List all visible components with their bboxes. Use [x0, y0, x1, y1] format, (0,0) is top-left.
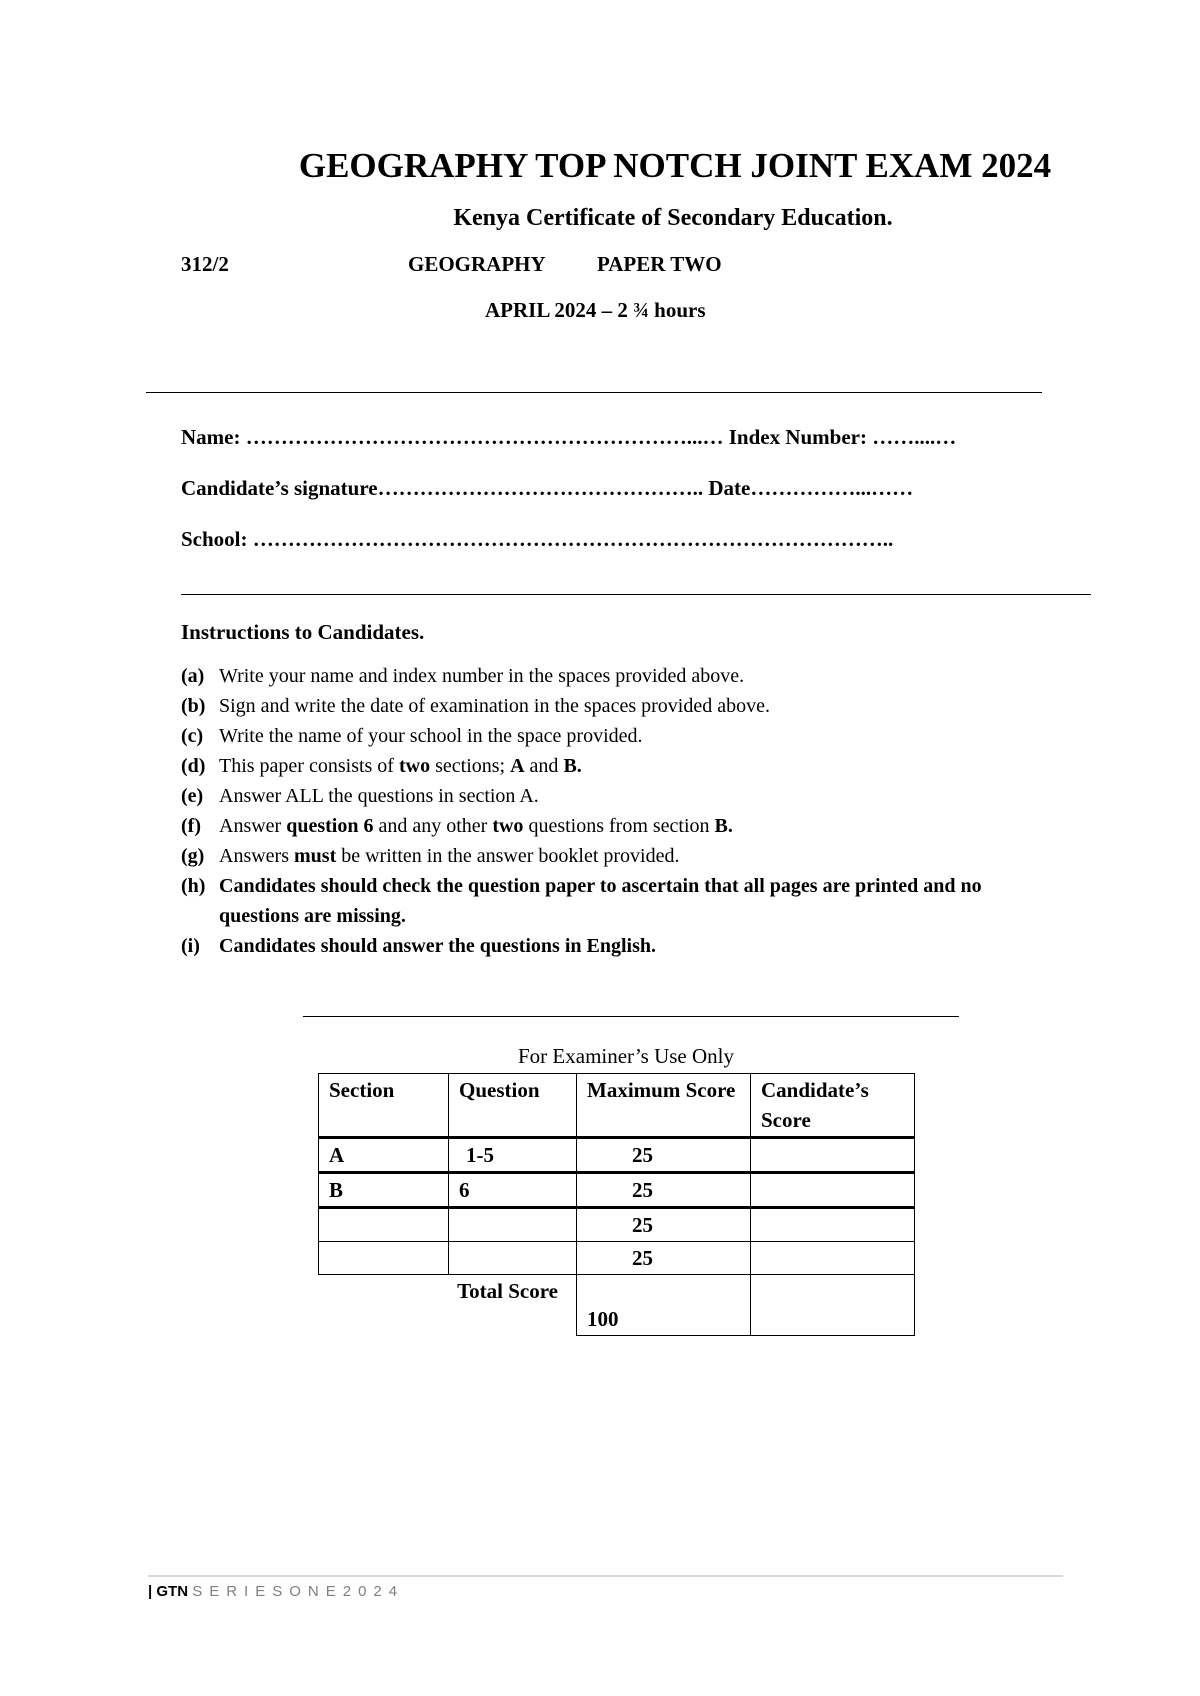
school-label: School: ………………………………………………………………………………..: [181, 527, 894, 551]
row-4-section: [319, 1242, 449, 1275]
row-a-section: A: [319, 1138, 449, 1173]
instruction-label: (i): [181, 935, 200, 957]
instruction-item: [181, 751, 999, 781]
instruction-label: (d): [181, 755, 206, 777]
instruction-text-part: B.: [563, 755, 582, 777]
row-3-question: [449, 1208, 577, 1242]
top-divider: [146, 392, 1042, 393]
instruction-item: [181, 931, 999, 961]
instruction-text-part: Candidates should check the question paper to ascertain that all pages are printed and no questions are missing.: [219, 875, 982, 927]
instruction-text: [219, 841, 999, 871]
instruction-text-part: Answers: [219, 845, 294, 867]
instruction-text-part: sections;: [430, 755, 511, 777]
footer-bar: |: [148, 1583, 153, 1600]
middle-divider: [181, 594, 1091, 595]
total-score-value: 100: [577, 1275, 751, 1336]
paper-code: 312/2: [181, 252, 229, 276]
instruction-text: [219, 811, 999, 841]
header-candidate-score: Candidate’s Score: [751, 1074, 915, 1138]
instruction-text: [219, 661, 999, 691]
table-row: [319, 1208, 915, 1242]
instruction-text-part: questions from section: [523, 815, 715, 837]
table-row: [319, 1173, 915, 1208]
row-a-question: 1-5: [449, 1138, 577, 1173]
instruction-text-part: Sign and write the date of examination in the spaces provided above.: [219, 695, 770, 717]
table-row: [319, 1138, 915, 1173]
row-3-max: 25: [577, 1208, 751, 1242]
instruction-text-part: Answer: [219, 815, 287, 837]
header-section: Section: [319, 1074, 449, 1138]
instruction-text-part: B.: [714, 815, 733, 837]
name-field[interactable]: [181, 425, 956, 450]
row-b-candidate[interactable]: [751, 1173, 915, 1208]
row-3-section: [319, 1208, 449, 1242]
instruction-text-part: Write your name and index number in the spaces provided above.: [219, 665, 745, 687]
instruction-text-part: must: [294, 845, 337, 867]
instruction-label: (b): [181, 695, 206, 717]
instruction-text-part: question 6: [286, 815, 374, 837]
instruction-label: (g): [181, 845, 205, 867]
row-b-section: B: [319, 1173, 449, 1208]
instruction-text: [219, 721, 999, 751]
row-a-max: 25: [577, 1138, 751, 1173]
exam-title: GEOGRAPHY TOP NOTCH JOINT EXAM 2024: [298, 146, 1052, 185]
instructions-list: [181, 661, 999, 961]
instruction-text: [219, 691, 999, 721]
date-duration: APRIL 2024 – 2 ¾ hours: [485, 298, 706, 322]
row-a-candidate[interactable]: [751, 1138, 915, 1173]
instruction-item: [181, 811, 999, 841]
instruction-text-part: Answer ALL the questions in section A.: [219, 785, 539, 807]
instruction-text-part: be written in the answer booklet provided.: [336, 845, 680, 867]
row-3-candidate[interactable]: [751, 1208, 915, 1242]
instruction-label: (c): [181, 725, 204, 747]
examiner-score-table: [318, 1073, 915, 1336]
instruction-item: [181, 841, 999, 871]
instruction-text-part: two: [492, 815, 524, 837]
row-4-max: 25: [577, 1242, 751, 1275]
instruction-text: [219, 931, 999, 961]
instruction-item: [181, 721, 999, 751]
signature-field[interactable]: [181, 476, 913, 501]
table-divider: [303, 1016, 959, 1017]
instruction-text: [219, 871, 999, 931]
instruction-text-part: This paper consists of: [219, 755, 399, 777]
instruction-label: (f): [181, 815, 201, 837]
footer-brand: GTN: [156, 1583, 189, 1600]
total-score-label: Total Score: [457, 1279, 558, 1303]
instructions-heading: Instructions to Candidates.: [181, 620, 425, 644]
school-field[interactable]: [181, 527, 893, 552]
instruction-item: [181, 871, 999, 931]
row-4-candidate[interactable]: [751, 1242, 915, 1275]
index-number-label: Index Number: ……....…: [728, 425, 957, 449]
page-footer: [148, 1583, 404, 1600]
instruction-text-part: Candidates should answer the questions in English.: [219, 935, 656, 957]
instruction-text: [219, 781, 999, 811]
instruction-label: (h): [181, 875, 206, 897]
header-question: Question: [449, 1074, 577, 1138]
paper-label: PAPER TWO: [597, 252, 722, 276]
instruction-text-part: and any other: [373, 815, 493, 837]
signature-label: Candidate’s signature………………………………………..: [181, 476, 709, 500]
instruction-label: (a): [181, 665, 205, 687]
subject-label: GEOGRAPHY: [408, 252, 546, 276]
footer-divider: [148, 1575, 1063, 1577]
instruction-text-part: two: [398, 755, 431, 777]
row-4-question: [449, 1242, 577, 1275]
exam-subtitle: Kenya Certificate of Secondary Education.: [453, 205, 893, 231]
instruction-text-part: Write the name of your school in the space provided.: [219, 725, 643, 747]
row-b-max: 25: [577, 1173, 751, 1208]
footer-series: SERIESONE2024: [192, 1583, 405, 1600]
instruction-item: [181, 661, 999, 691]
instruction-text-part: A: [510, 755, 525, 777]
table-row: [319, 1242, 915, 1275]
instruction-item: [181, 781, 999, 811]
row-b-question: 6: [449, 1173, 577, 1208]
examiner-caption: For Examiner’s Use Only: [518, 1044, 734, 1068]
total-row: [319, 1275, 915, 1336]
header-maximum-score: Maximum Score: [577, 1074, 751, 1138]
total-candidate-score[interactable]: [751, 1275, 915, 1336]
instruction-text-part: and: [524, 755, 564, 777]
instruction-item: [181, 691, 999, 721]
name-label: Name: ………………………………………………………...…: [181, 425, 724, 449]
instruction-text: [219, 751, 999, 781]
date-label: Date……………...……: [708, 476, 914, 500]
instruction-label: (e): [181, 785, 204, 807]
